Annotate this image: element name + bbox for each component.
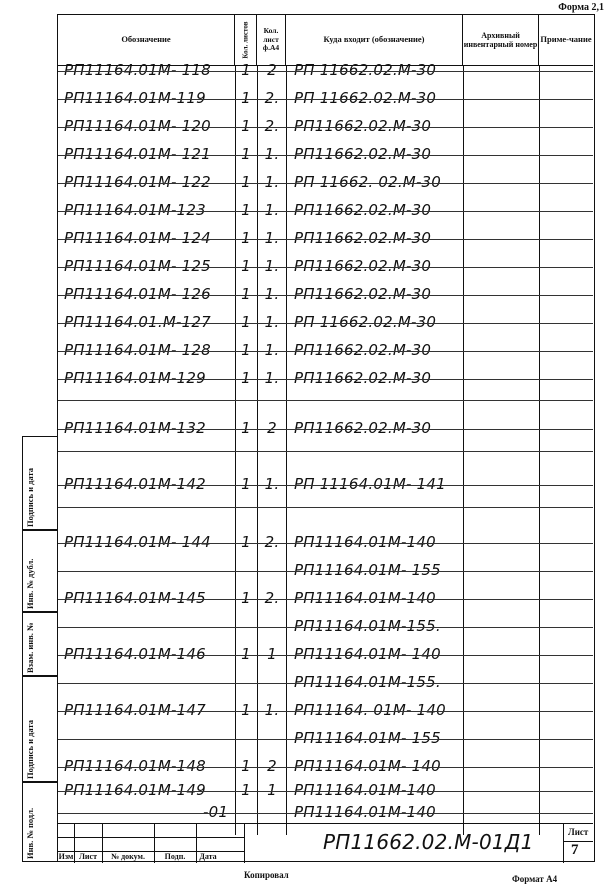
row-designation: РП11164.01М-129 (64, 369, 206, 387)
side-stamp-label: Подпись и дата (25, 720, 35, 779)
row-used-in: РП 11662.02.М-30 (294, 61, 437, 79)
row-designation: РП11164.01М-146 (64, 645, 206, 663)
row-designation: РП11164.01.М-127 (64, 313, 211, 331)
row-sheets-qty: 1 (241, 589, 251, 607)
side-stamp-label: Подпись и дата (25, 468, 35, 527)
row-sheets-a4: 2 (267, 61, 277, 79)
row-line (58, 71, 593, 72)
row-sheets-a4: 2. (264, 117, 280, 135)
row-used-in: РП11164.01М-140 (294, 781, 436, 799)
row-used-in: РП11164.01М- 155 (294, 729, 441, 747)
row-sheets-a4: 1 (267, 781, 277, 799)
row-line (58, 767, 593, 768)
row-designation: РП11164.01М- 121 (64, 145, 211, 163)
stamp-divider (563, 823, 564, 863)
row-line (58, 711, 593, 712)
row-designation: РП11164.01М-123 (64, 201, 206, 219)
row-sheets-a4: 1. (264, 201, 280, 219)
row-sheets-a4: 2 (267, 757, 277, 775)
row-sheets-a4: 2. (264, 533, 280, 551)
row-sheets-qty: 1 (241, 61, 251, 79)
stamp-column-label: Дата (199, 852, 217, 861)
row-line (58, 295, 593, 296)
row-used-in: РП11662.02.М-30 (294, 201, 432, 219)
row-line (58, 267, 593, 268)
row-designation: РП11164.01М- 120 (64, 117, 211, 135)
row-line (58, 351, 593, 352)
row-line (58, 571, 593, 572)
row-line (58, 127, 593, 128)
row-designation: РП11164.01М- 118 (64, 61, 211, 79)
copied-label: Копировал (244, 870, 289, 880)
sheet-label: Лист (568, 827, 589, 837)
row-sheets-qty: 1 (241, 369, 251, 387)
header-sheets-qty-text: Кол. листов (241, 21, 250, 59)
row-sheets-qty: 1 (241, 89, 251, 107)
document-code: РП11662.02.М-01Д1 (323, 830, 534, 854)
row-line (58, 239, 593, 240)
row-line (58, 543, 593, 544)
row-sheets-a4: 1. (264, 341, 280, 359)
row-designation: РП11164.01М- 125 (64, 257, 211, 275)
stamp-top-line (58, 823, 593, 824)
row-sheets-a4: 1. (264, 173, 280, 191)
row-used-in: РП11164.01М-140 (294, 589, 436, 607)
row-sheets-a4: 1. (264, 145, 280, 163)
side-stamp-label: Взам. инв. № (25, 622, 35, 673)
row-line (58, 155, 593, 156)
row-sheets-qty: 1 (241, 257, 251, 275)
row-used-in: РП11164.01М-140 (294, 533, 436, 551)
row-designation: РП11164.01М-148 (64, 757, 206, 775)
side-stamp-cell (22, 530, 58, 612)
row-used-in: РП11164.01М- 140 (294, 757, 441, 775)
row-sheets-qty: 1 (241, 781, 251, 799)
side-stamp-cell (22, 782, 58, 862)
row-used-in: РП11662.02.М-30 (294, 285, 432, 303)
row-designation: РП11164.01М- 128 (64, 341, 211, 359)
stamp-column-label: Лист (78, 852, 98, 861)
row-used-in: РП11662.02.М-30 (294, 145, 432, 163)
row-sheets-a4: 2 (267, 419, 277, 437)
row-line (58, 507, 593, 508)
row-used-in: РП11662.02.М-30 (294, 369, 432, 387)
row-designation: РП11164.01М-147 (64, 701, 206, 719)
row-sheets-a4: 1. (264, 257, 280, 275)
row-line (58, 379, 593, 380)
row-line (58, 791, 593, 792)
row-designation: РП11164.01М-142 (64, 475, 206, 493)
row-designation: РП11164.01М-145 (64, 589, 206, 607)
row-used-in: РП11164. 01М- 140 (294, 701, 446, 719)
row-sheets-qty: 1 (241, 341, 251, 359)
col-divider (539, 65, 540, 835)
table-frame (57, 14, 595, 862)
row-line (58, 485, 593, 486)
col-divider (463, 65, 464, 835)
row-line (58, 627, 593, 628)
header-archive: Архивный инвентарный номер (463, 15, 539, 65)
row-line (58, 655, 593, 656)
side-stamp-cell (22, 676, 58, 782)
row-sheets-qty: 1 (241, 173, 251, 191)
stamp-column-label: № докум. (111, 852, 145, 861)
stamp-line (58, 837, 244, 838)
row-line (58, 183, 593, 184)
row-line (58, 99, 593, 100)
row-sheets-a4: 1. (264, 369, 280, 387)
side-stamp-cell (22, 612, 58, 676)
header-designation: Обозначение (58, 15, 235, 65)
row-designation: РП11164.01М- 126 (64, 285, 211, 303)
stamp-column-divider (74, 823, 75, 863)
row-used-in: РП11662.02.М-30 (294, 257, 432, 275)
row-used-in: РП 11662. 02.М-30 (294, 173, 442, 191)
row-line (58, 599, 593, 600)
row-designation: РП11164.01М-132 (64, 419, 206, 437)
row-sheets-a4: 1. (264, 285, 280, 303)
side-stamp-label: Инв. № подл. (25, 807, 35, 859)
row-designation: РП11164.01М-149 (64, 781, 206, 799)
row-used-in: РП11164.01М-140 (294, 803, 436, 821)
row-sheets-qty: 1 (241, 701, 251, 719)
row-sheets-qty: 1 (241, 533, 251, 551)
row-line (58, 683, 593, 684)
row-sheets-qty: 1 (241, 757, 251, 775)
row-sheets-qty: 1 (241, 475, 251, 493)
row-sheets-a4: 1. (264, 229, 280, 247)
row-used-in: РП11164.01М- 140 (294, 645, 441, 663)
header-note: Приме-чание (540, 34, 592, 45)
row-sheets-qty: 1 (241, 145, 251, 163)
row-used-in: РП11662.02.М-30 (294, 341, 432, 359)
row-sheets-a4: 1. (264, 475, 280, 493)
row-sheets-a4: 1. (264, 313, 280, 331)
row-used-in: РП11662.02.М-30 (294, 117, 432, 135)
row-line (58, 323, 593, 324)
side-stamp-cell (22, 436, 58, 530)
row-used-in: РП11164.01М-155. (294, 617, 441, 635)
row-sheets-a4: 2. (264, 89, 280, 107)
header-sheets-a4: Кол. лист ф.А4 (257, 15, 286, 65)
format-label: Формат А4 (512, 874, 558, 884)
stamp-column-label: Подп. (164, 852, 186, 861)
row-designation: РП11164.01М-119 (64, 89, 206, 107)
row-sheets-qty: 1 (241, 117, 251, 135)
row-used-in: РП 11662.02.М-30 (294, 313, 437, 331)
row-designation: РП11164.01М- 124 (64, 229, 211, 247)
row-line (58, 813, 593, 814)
row-sheets-qty: 1 (241, 419, 251, 437)
stamp-column-divider (102, 823, 103, 863)
row-used-in: РП11164.01М-155. (294, 673, 441, 691)
stamp-column-divider (196, 823, 197, 863)
row-used-in: РП 11164.01М- 141 (294, 475, 446, 493)
row-sheets-qty: 1 (241, 201, 251, 219)
header-sheets-qty (235, 15, 257, 65)
row-designation: РП11164.01М- 122 (64, 173, 211, 191)
row-line (58, 211, 593, 212)
row-sheets-a4: 2. (264, 589, 280, 607)
row-line (58, 400, 593, 401)
stamp-column-divider (154, 823, 155, 863)
row-designation: -01 (203, 803, 229, 821)
row-sheets-qty: 1 (241, 313, 251, 331)
row-used-in: РП 11662.02.М-30 (294, 89, 437, 107)
row-sheets-qty: 1 (241, 645, 251, 663)
row-sheets-qty: 1 (241, 285, 251, 303)
row-used-in: РП11662.02.М-30 (294, 419, 432, 437)
row-line (58, 429, 593, 430)
stamp-divider (244, 823, 245, 863)
row-used-in: РП11164.01М- 155 (294, 561, 441, 579)
row-used-in: РП11662.02.М-30 (294, 229, 432, 247)
sheet-number: 7 (571, 842, 579, 858)
row-sheets-a4: 1 (267, 645, 277, 663)
stamp-column-label: Изм (58, 852, 74, 861)
row-designation: РП11164.01М- 144 (64, 533, 211, 551)
form-label: Форма 2,1 (558, 2, 604, 13)
row-sheets-qty: 1 (241, 229, 251, 247)
col-divider (286, 65, 287, 835)
row-sheets-a4: 1. (264, 701, 280, 719)
side-stamp-label: Инв. № дубл. (25, 558, 35, 609)
row-line (58, 451, 593, 452)
row-line (58, 739, 593, 740)
header-used-in: Куда входит (обозначение) (286, 15, 463, 65)
col-divider (257, 65, 258, 835)
